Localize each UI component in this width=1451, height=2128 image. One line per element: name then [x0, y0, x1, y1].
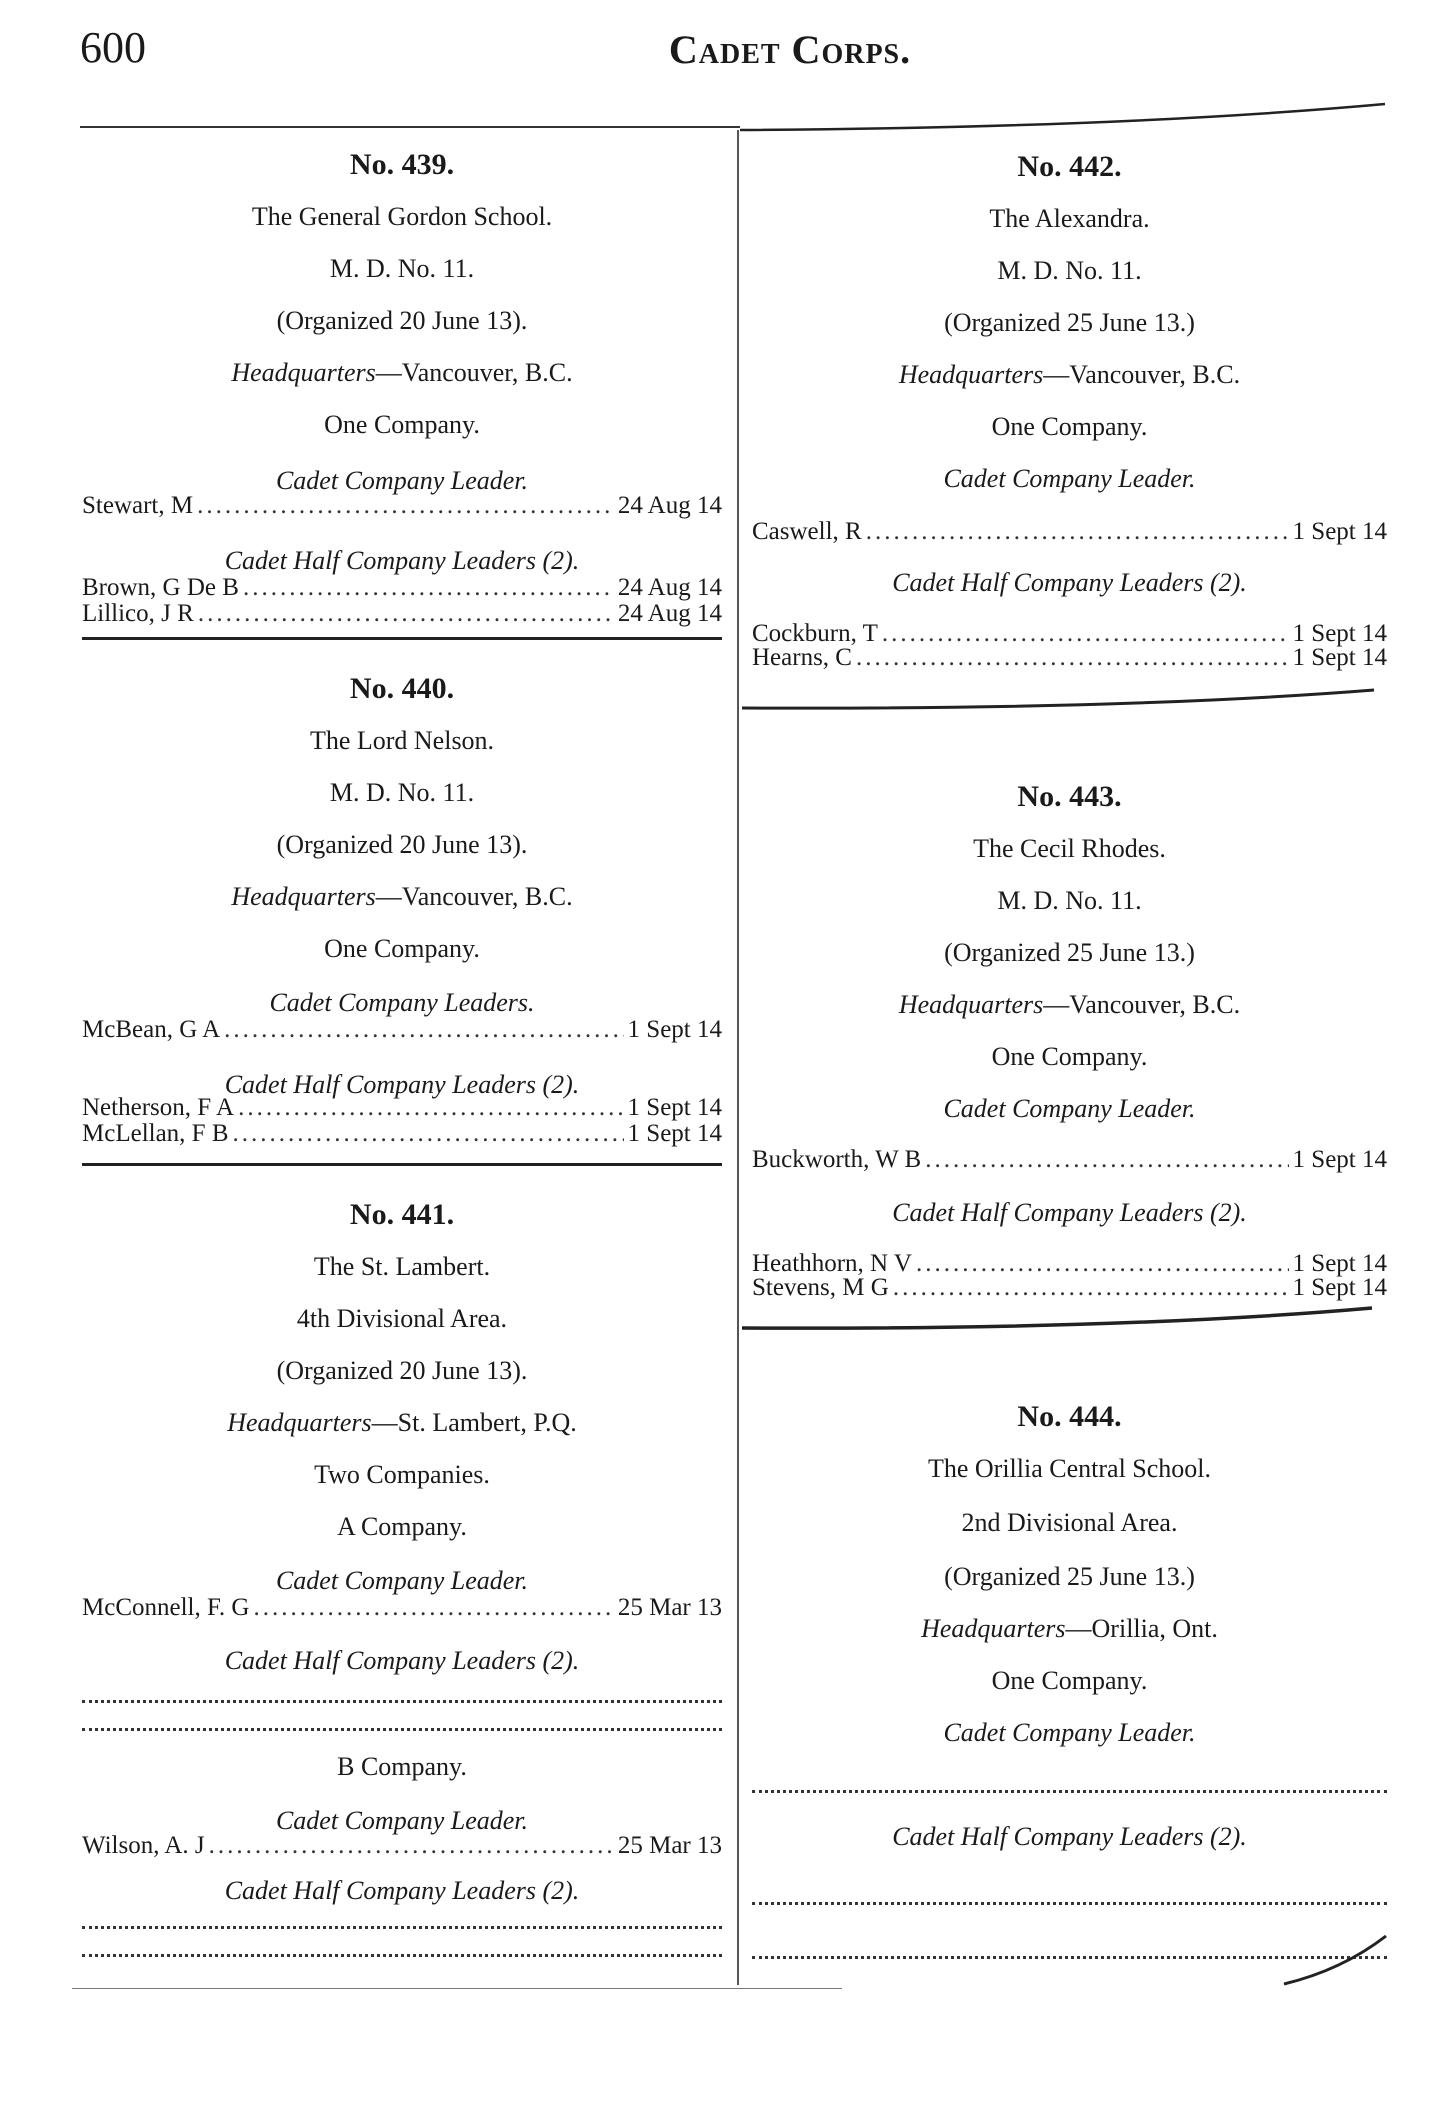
organized-date: (Organized 25 June 13.)	[944, 308, 1195, 337]
company-b-heading: B Company.	[337, 1752, 467, 1781]
half-leader-name: Heathhorn, N V	[752, 1250, 912, 1277]
corps-number: No. 441.	[349, 1198, 455, 1231]
corps-name: The General Gordon School.	[251, 202, 553, 231]
leader-date: 24 Aug 14	[617, 492, 722, 519]
leader-row	[752, 518, 1387, 546]
organized-date: (Organized 25 June 13.)	[944, 1562, 1195, 1591]
page-number: 600	[80, 23, 146, 72]
headquarters-label: Headquarters	[921, 1614, 1066, 1643]
half-leader-name: Netherson, F A	[82, 1094, 235, 1121]
closing-flourish	[1282, 1930, 1392, 1990]
half-leader-dots	[198, 600, 614, 628]
corps-name: The Orillia Central School.	[927, 1454, 1212, 1483]
half-leader-dots	[243, 574, 614, 602]
leader-name: Wilson, A. J	[82, 1832, 205, 1859]
organized-date: (Organized 25 June 13.)	[944, 938, 1195, 967]
leader-heading: Cadet Company Leaders.	[269, 988, 535, 1017]
corps-number: No. 443.	[1017, 780, 1122, 813]
organized-date: (Organized 20 June 13).	[276, 1356, 528, 1385]
headquarters-value: —Vancouver, B.C.	[375, 882, 573, 911]
half-leader-row	[82, 1094, 722, 1122]
footer-rule	[72, 1988, 842, 1989]
company-a-heading: A Company.	[337, 1512, 467, 1541]
half-leader-dots	[238, 1094, 623, 1122]
half-leader-date: 1 Sept 14	[627, 1094, 722, 1121]
headquarters	[82, 358, 722, 388]
leader-date: 1 Sept 14	[1292, 518, 1387, 545]
blank-leader-line	[82, 1690, 722, 1703]
headquarters-label: Headquarters	[898, 990, 1044, 1019]
leader-row	[82, 1594, 722, 1622]
headquarters-label: Headquarters	[898, 360, 1044, 389]
leader-heading: Cadet Company Leader.	[943, 1094, 1196, 1123]
column-divider	[737, 130, 739, 1985]
leader-heading: Cadet Company Leader.	[943, 464, 1196, 493]
leader-name: McConnell, F. G	[82, 1594, 250, 1621]
company-count: One Company.	[324, 934, 480, 963]
organized-date: (Organized 20 June 13).	[276, 830, 528, 859]
headquarters-value: —Orillia, Ont.	[1065, 1614, 1218, 1643]
corps-name: The Lord Nelson.	[309, 726, 495, 755]
corps-name: The Cecil Rhodes.	[973, 834, 1166, 863]
half-leader-name: McLellan, F B	[82, 1120, 229, 1147]
half-leader-heading: Cadet Half Company Leaders (2).	[224, 546, 580, 575]
leader-dots	[197, 492, 614, 520]
headquarters-label: Headquarters	[231, 358, 376, 387]
leader-date: 25 Mar 13	[617, 1594, 722, 1621]
half-leader-date: 24 Aug 14	[617, 600, 722, 627]
divisional-area: 4th Divisional Area.	[296, 1304, 508, 1333]
half-leader-dots	[893, 1274, 1289, 1302]
page-title: Cadet Corps.	[668, 27, 912, 72]
corps-number: No. 444.	[1017, 1400, 1122, 1433]
half-leader-name: Cockburn, T	[752, 620, 878, 647]
half-leader-heading: Cadet Half Company Leaders (2).	[892, 568, 1247, 597]
leader-dots	[224, 1016, 623, 1044]
military-district: M. D. No. 11.	[997, 256, 1142, 285]
leader-dots	[209, 1832, 614, 1860]
corps-name: The Alexandra.	[989, 204, 1150, 233]
blank-leader-line	[752, 1892, 1387, 1905]
half-leader-dots	[856, 644, 1289, 672]
leader-date: 1 Sept 14	[1292, 1146, 1387, 1173]
leader-row	[82, 1016, 722, 1044]
leader-name: McBean, G A	[82, 1016, 221, 1043]
corps-number: No. 442.	[1017, 150, 1122, 183]
blank-leader-line	[82, 1916, 722, 1929]
half-leader-heading: Cadet Half Company Leaders (2).	[224, 1646, 580, 1675]
headquarters-label: Headquarters	[231, 882, 376, 911]
half-leader-name: Brown, G De B	[82, 574, 239, 601]
leader-heading: Cadet Company Leader.	[275, 1806, 529, 1835]
blank-leader-line	[82, 1944, 722, 1957]
half-leader-name: Stevens, M G	[752, 1274, 889, 1301]
entry-separator	[82, 637, 722, 640]
half-leader-row	[82, 600, 722, 628]
blank-leader-line	[82, 1718, 722, 1731]
corps-number: No. 439.	[349, 148, 455, 181]
leader-date: 25 Mar 13	[617, 1832, 722, 1859]
half-leader-row	[752, 1274, 1387, 1302]
blank-leader-line	[752, 1780, 1387, 1793]
headquarters-value: —Vancouver, B.C.	[1043, 990, 1241, 1019]
headquarters-value: —Vancouver, B.C.	[375, 358, 573, 387]
leader-row	[752, 1146, 1387, 1174]
corps-name: The St. Lambert.	[313, 1252, 491, 1281]
company-count: One Company.	[991, 412, 1148, 441]
corps-number: No. 440.	[349, 672, 455, 705]
header-rule-left	[80, 126, 740, 128]
half-leader-heading: Cadet Half Company Leaders (2).	[224, 1070, 580, 1099]
entry-separator	[742, 1300, 1392, 1340]
military-district: M. D. No. 11.	[329, 254, 475, 283]
military-district: M. D. No. 11.	[997, 886, 1142, 915]
entry-separator	[82, 1163, 722, 1166]
headquarters-value: —St. Lambert, P.Q.	[371, 1408, 577, 1437]
headquarters	[752, 360, 1387, 390]
half-leader-dots	[233, 1120, 624, 1148]
half-leader-row	[82, 1120, 722, 1148]
leader-dots	[866, 518, 1289, 546]
headquarters	[752, 1614, 1387, 1644]
company-count: One Company.	[991, 1042, 1148, 1071]
half-leader-name: Lillico, J R	[82, 600, 194, 627]
leader-heading: Cadet Company Leader.	[275, 466, 529, 495]
headquarters	[82, 1408, 722, 1438]
half-leader-date: 1 Sept 14	[1292, 1274, 1387, 1301]
military-district: M. D. No. 11.	[329, 778, 475, 807]
company-count: One Company.	[324, 410, 480, 439]
leader-row	[82, 1832, 722, 1860]
half-leader-heading: Cadet Half Company Leaders (2).	[224, 1876, 580, 1905]
half-leader-date: 1 Sept 14	[1292, 1250, 1387, 1277]
header-rule-right	[740, 96, 1390, 136]
headquarters	[82, 882, 722, 912]
leader-heading: Cadet Company Leader.	[275, 1566, 529, 1595]
leader-heading: Cadet Company Leader.	[943, 1718, 1196, 1747]
organized-date: (Organized 20 June 13).	[276, 306, 528, 335]
half-leader-date: 1 Sept 14	[1292, 644, 1387, 671]
headquarters	[752, 990, 1387, 1020]
half-leader-row	[752, 644, 1387, 672]
leader-date: 1 Sept 14	[627, 1016, 722, 1043]
leader-dots	[253, 1594, 613, 1622]
headquarters-value: —Vancouver, B.C.	[1043, 360, 1241, 389]
divisional-area: 2nd Divisional Area.	[961, 1508, 1178, 1537]
half-leader-date: 24 Aug 14	[617, 574, 722, 601]
leader-name: Caswell, R	[752, 518, 862, 545]
half-leader-row	[82, 574, 722, 602]
entry-separator	[742, 684, 1392, 714]
leader-row	[82, 492, 722, 520]
company-count: Two Companies.	[314, 1460, 490, 1489]
half-leader-heading: Cadet Half Company Leaders (2).	[892, 1822, 1247, 1851]
leader-name: Buckworth, W B	[752, 1146, 922, 1173]
half-leader-name: Hearns, C	[752, 644, 852, 671]
half-leader-heading: Cadet Half Company Leaders (2).	[892, 1198, 1247, 1227]
leader-name: Stewart, M	[82, 492, 194, 519]
company-count: One Company.	[991, 1666, 1148, 1695]
leader-dots	[925, 1146, 1288, 1174]
half-leader-date: 1 Sept 14	[1292, 620, 1387, 647]
half-leader-date: 1 Sept 14	[627, 1120, 722, 1147]
headquarters-label: Headquarters	[227, 1408, 372, 1437]
